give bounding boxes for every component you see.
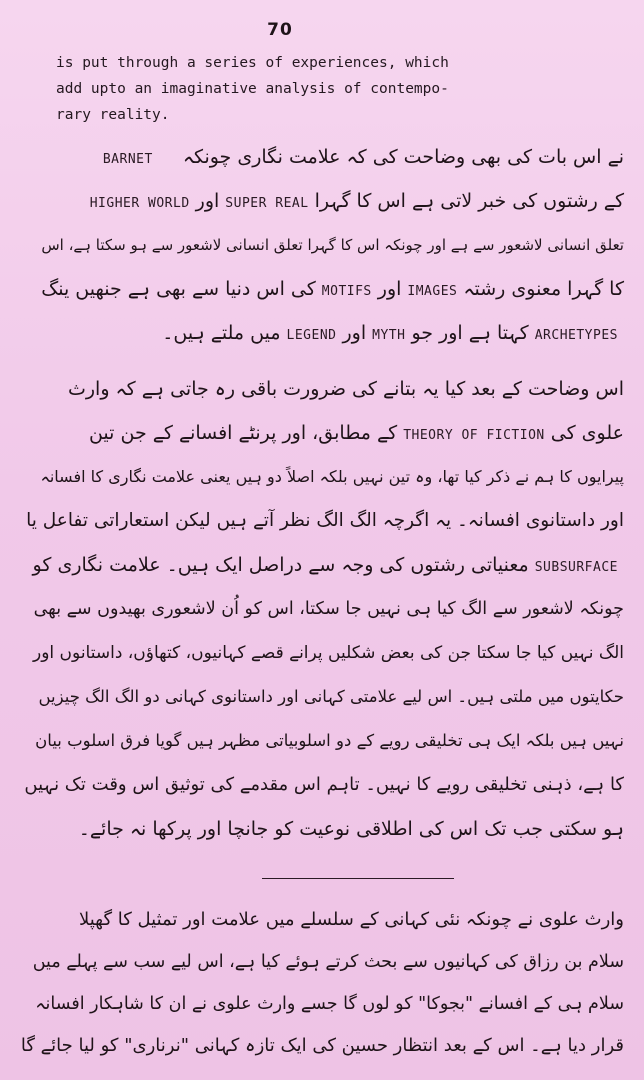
urdu-text: تعلق انسانی لاشعور سے ہے اور چونکہ اس کا گہرا تعلق انسانی لاشعور سے ہو سکتا ہے، اس <box>41 236 624 254</box>
english-term: BARNET <box>102 152 153 167</box>
urdu-text: معنیاتی رشتوں کی وجہ سے دراصل ایک ہیں۔ علامت نگاری کو <box>32 554 529 576</box>
english-term: THEORY OF FICTION <box>403 428 545 443</box>
english-term: IMAGES <box>407 284 458 299</box>
english-term: HIGHER WORLD <box>89 196 190 211</box>
body-line <box>24 272 624 308</box>
body-line <box>24 812 624 848</box>
body-line <box>24 592 624 628</box>
urdu-text: نہیں ہیں بلکہ ایک ہی تخلیقی رویے کے دو اسلوبیاتی مظہر ہیں گویا فرق اسلوب بیان <box>35 731 624 750</box>
urdu-text: پیرایوں کا ہم نے ذکر کیا تھا، وہ تین نہیں بلکہ اصلاً دو ہیں یعنی علامت نگاری کا افسانہ <box>40 467 624 486</box>
body-line <box>24 372 624 408</box>
urdu-text: کی اس دنیا سے بھی ہے جنھیں ینگ <box>41 278 316 300</box>
urdu-text: اور داستانوی افسانہ۔ یہ اگرچہ الگ الگ نظر آتے ہیں لیکن استعاراتی تفاعل یا <box>26 510 624 531</box>
urdu-text: نے اس بات کی بھی وضاحت کی کہ علامت نگاری چونکہ <box>182 146 624 168</box>
body-line <box>24 316 624 352</box>
english-line: add upto an imaginative analysis of contempo- <box>56 81 449 97</box>
urdu-text: الگ نہیں کیا جا سکتا جن کی بعض شکلیں پرانے قصے کہانیوں، کتھاؤں، داستانوں اور <box>33 643 624 663</box>
body-line <box>24 768 624 804</box>
body-line <box>24 504 624 540</box>
body-line <box>24 184 624 220</box>
urdu-text: میں ملتے ہیں۔ <box>162 322 281 344</box>
urdu-text: حکایتوں میں ملتی ہیں۔ اس لیے علامتی کہانی اور داستانوی کہانی دو الگ الگ چیزیں <box>38 687 624 706</box>
body-line <box>24 140 624 176</box>
english-term: ARCHETYPES <box>534 328 618 343</box>
english-term: MYTH <box>372 328 406 343</box>
english-term: SUPER REAL <box>225 196 309 211</box>
body-line <box>24 636 624 672</box>
english-line: rary reality. <box>56 107 170 123</box>
footnote-line: سلام بن رزاق کی کہانیوں سے بحث کرتے ہوئے کیا ہے، اس لیے سب سے پہلے میں <box>32 952 624 972</box>
urdu-text: کے رشتوں کی خبر لاتی ہے اس کا گہرا <box>314 190 624 212</box>
urdu-text: کا ہے، ذہنی تخلیقی رویے کا نہیں۔ تاہم اس مقدمے کی توثیق اس وقت تک نہیں <box>24 774 624 795</box>
urdu-text: اور <box>342 322 367 344</box>
footnote-line: سلام ہی کے افسانے "بجوکا" کو لوں گا جسے وارث علوی نے ان کا شاہکار افسانہ <box>35 994 624 1014</box>
body-line <box>24 460 624 496</box>
english-quote <box>56 50 536 128</box>
body-line <box>24 228 624 264</box>
urdu-text: کہتا ہے اور جو <box>411 322 529 344</box>
page-number: 70 <box>267 20 293 40</box>
urdu-text: ہو سکتی جب تک اس کی اطلاقی نوعیت کو جانچا اور پرکھا نہ جائے۔ <box>78 818 624 840</box>
english-term: MOTIFS <box>321 284 372 299</box>
footnote-divider <box>262 878 454 879</box>
urdu-text: کا گہرا معنوی رشتہ <box>463 278 624 300</box>
body-line <box>24 680 624 716</box>
english-term: SUBSURFACE <box>534 560 618 575</box>
body-line <box>24 416 624 452</box>
urdu-text: چونکہ لاشعور سے الگ کیا ہی نہیں جا سکتا، اس کو اُن لاشعوری بھیدوں سے بھی <box>33 599 624 619</box>
urdu-text: اس وضاحت کے بعد کیا یہ بتانے کی ضرورت باقی رہ جاتی ہے کہ وارث <box>67 378 624 400</box>
body-line <box>24 548 624 584</box>
footnote-line: قرار دیا ہے۔ اس کے بعد انتظار حسین کی ایک تازہ کہانی "نرناری" کو لیا جائے گا <box>20 1035 624 1056</box>
urdu-text: اور <box>195 190 220 212</box>
urdu-text: کے مطابق، اور پرنٹے افسانے کے جن تین <box>88 422 398 444</box>
urdu-text: علوی کی <box>550 422 624 444</box>
body-line <box>24 724 624 760</box>
english-line: is put through a series of experiences, which <box>56 55 449 71</box>
english-term: LEGEND <box>286 328 337 343</box>
footnote-line: وارث علوی نے چونکہ نئی کہانی کے سلسلے میں علامت اور تمثیل کا گھپلا <box>78 909 624 930</box>
urdu-text: اور <box>377 278 402 300</box>
